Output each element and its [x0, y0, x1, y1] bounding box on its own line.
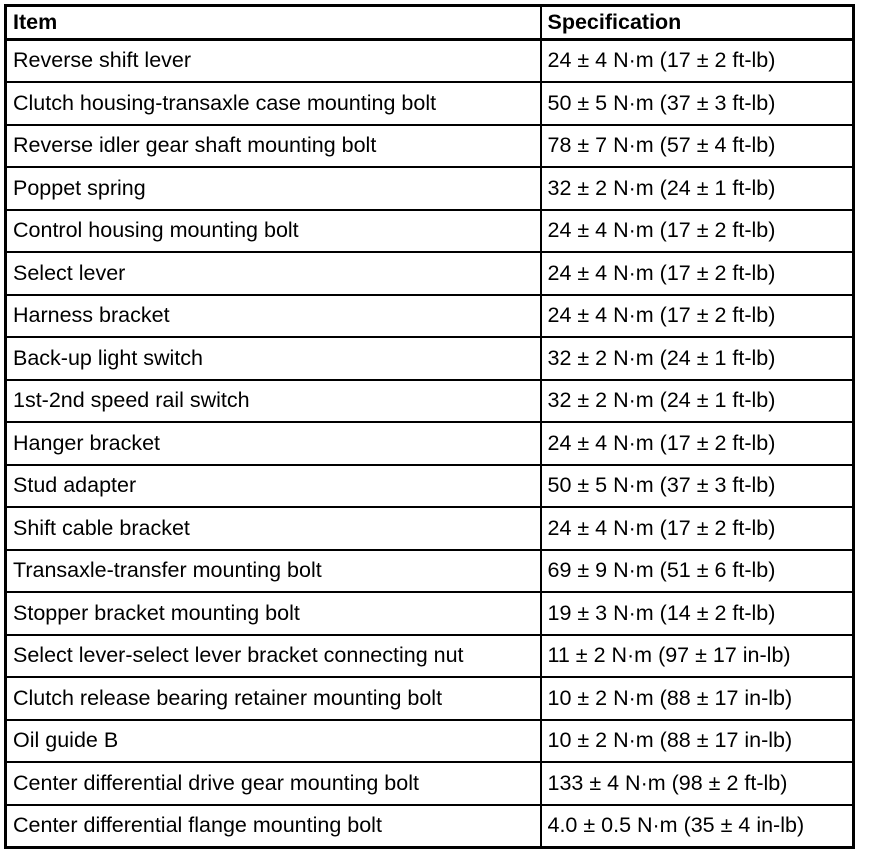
specification-cell: 24 ± 4 N·m (17 ± 2 ft-lb) [541, 422, 854, 465]
specification-cell: 10 ± 2 N·m (88 ± 17 in-lb) [541, 720, 854, 763]
specification-cell: 19 ± 3 N·m (14 ± 2 ft-lb) [541, 592, 854, 635]
specification-cell: 32 ± 2 N·m (24 ± 1 ft-lb) [541, 337, 854, 380]
table-row [6, 167, 854, 210]
specification-cell: 24 ± 4 N·m (17 ± 2 ft-lb) [541, 252, 854, 295]
table-row [6, 762, 854, 805]
item-cell: Clutch housing-transaxle case mounting bolt [6, 82, 541, 125]
specification-cell: 24 ± 4 N·m (17 ± 2 ft-lb) [541, 40, 854, 83]
item-cell: Center differential flange mounting bolt [6, 805, 541, 848]
specification-cell: 32 ± 2 N·m (24 ± 1 ft-lb) [541, 380, 854, 423]
item-cell: Reverse idler gear shaft mounting bolt [6, 125, 541, 168]
item-cell: Select lever [6, 252, 541, 295]
item-cell: Poppet spring [6, 167, 541, 210]
specification-cell: 24 ± 4 N·m (17 ± 2 ft-lb) [541, 295, 854, 338]
table-row [6, 337, 854, 380]
table-row [6, 380, 854, 423]
specification-cell: 32 ± 2 N·m (24 ± 1 ft-lb) [541, 167, 854, 210]
specification-cell: 50 ± 5 N·m (37 ± 3 ft-lb) [541, 465, 854, 508]
table-row [6, 465, 854, 508]
specification-cell: 24 ± 4 N·m (17 ± 2 ft-lb) [541, 507, 854, 550]
item-cell: 1st-2nd speed rail switch [6, 380, 541, 423]
item-cell: Shift cable bracket [6, 507, 541, 550]
specification-cell: 78 ± 7 N·m (57 ± 4 ft-lb) [541, 125, 854, 168]
table-row [6, 295, 854, 338]
table-row [6, 210, 854, 253]
table-row [6, 125, 854, 168]
item-cell: Reverse shift lever [6, 40, 541, 83]
torque-spec-table [4, 4, 855, 849]
table-row [6, 720, 854, 763]
item-cell: Center differential drive gear mounting bolt [6, 762, 541, 805]
specification-cell: 133 ± 4 N·m (98 ± 2 ft-lb) [541, 762, 854, 805]
table-row [6, 805, 854, 848]
table-row [6, 507, 854, 550]
specification-cell: 24 ± 4 N·m (17 ± 2 ft-lb) [541, 210, 854, 253]
item-cell: Hanger bracket [6, 422, 541, 465]
item-cell: Control housing mounting bolt [6, 210, 541, 253]
table-row [6, 677, 854, 720]
header-item: Item [6, 6, 541, 40]
specification-cell: 10 ± 2 N·m (88 ± 17 in-lb) [541, 677, 854, 720]
item-cell: Stopper bracket mounting bolt [6, 592, 541, 635]
specification-cell: 69 ± 9 N·m (51 ± 6 ft-lb) [541, 550, 854, 593]
item-cell: Select lever-select lever bracket connecting nut [6, 635, 541, 678]
table-row [6, 40, 854, 83]
item-cell: Oil guide B [6, 720, 541, 763]
item-cell: Harness bracket [6, 295, 541, 338]
table-row [6, 422, 854, 465]
table-row [6, 635, 854, 678]
specification-cell: 50 ± 5 N·m (37 ± 3 ft-lb) [541, 82, 854, 125]
table-row [6, 550, 854, 593]
table-row [6, 592, 854, 635]
item-cell: Transaxle-transfer mounting bolt [6, 550, 541, 593]
specification-cell: 11 ± 2 N·m (97 ± 17 in-lb) [541, 635, 854, 678]
item-cell: Stud adapter [6, 465, 541, 508]
item-cell: Back-up light switch [6, 337, 541, 380]
specification-cell: 4.0 ± 0.5 N·m (35 ± 4 in-lb) [541, 805, 854, 848]
table-header-row [6, 6, 854, 40]
header-specification: Specification [541, 6, 854, 40]
item-cell: Clutch release bearing retainer mounting bolt [6, 677, 541, 720]
table-row [6, 82, 854, 125]
table-row [6, 252, 854, 295]
